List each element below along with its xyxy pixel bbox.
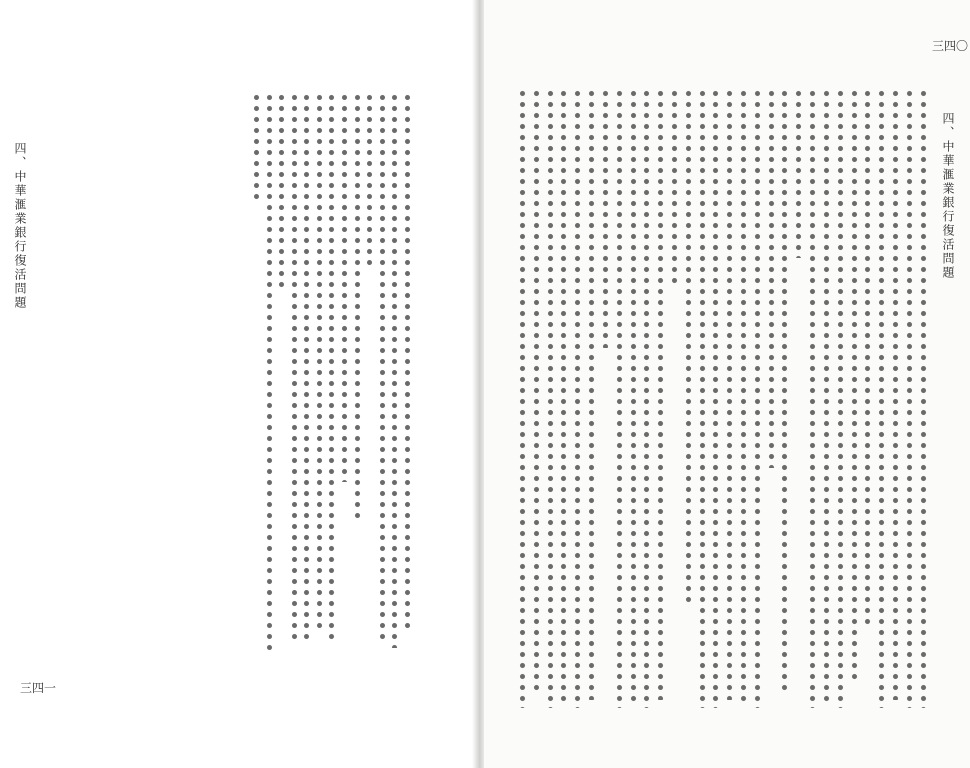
- text-column: [390, 92, 399, 648]
- text-column: [891, 88, 900, 700]
- page-number: 三四〇: [932, 39, 969, 53]
- text-column: [615, 88, 624, 708]
- text-column: [670, 88, 679, 288]
- text-column: [532, 88, 541, 692]
- text-column: [559, 88, 568, 706]
- text-column: [315, 92, 324, 632]
- text-column: [919, 88, 928, 708]
- text-column: [780, 88, 789, 692]
- text-column: [656, 88, 665, 700]
- text-column: [265, 92, 274, 652]
- text-column: [684, 88, 693, 608]
- text-column: [629, 88, 638, 704]
- text-column: [850, 88, 859, 684]
- text-column: [252, 92, 261, 202]
- running-head: 四、中華滙業銀行復活問題: [13, 142, 27, 310]
- page-340: [484, 0, 970, 768]
- text-column: [518, 88, 527, 708]
- text-column: [739, 88, 748, 706]
- text-column: [822, 88, 831, 704]
- text-column: [753, 88, 762, 708]
- text-column: [587, 88, 596, 700]
- text-column: [725, 88, 734, 700]
- text-column: [302, 92, 311, 644]
- text-column: [277, 92, 286, 292]
- text-column: [863, 88, 872, 628]
- text-columns: [252, 92, 412, 652]
- text-column: [794, 88, 803, 258]
- text-column: [365, 92, 374, 268]
- page-number: 三四一: [20, 681, 57, 695]
- page-341: [0, 0, 478, 768]
- text-column: [573, 88, 582, 708]
- text-column: [353, 92, 362, 522]
- text-column: [340, 92, 349, 482]
- text-column: [290, 92, 299, 640]
- text-column: [808, 88, 817, 708]
- text-column: [403, 92, 412, 632]
- text-column: [877, 88, 886, 708]
- text-column: [905, 88, 914, 708]
- text-columns: [518, 88, 928, 728]
- text-column: [327, 92, 336, 640]
- text-column: [642, 88, 651, 708]
- text-column: [711, 88, 720, 708]
- text-column: [698, 88, 707, 708]
- text-column: [767, 88, 776, 468]
- text-column: [546, 88, 555, 708]
- text-column: [378, 92, 387, 640]
- text-column: [836, 88, 845, 708]
- text-column: [601, 88, 610, 348]
- running-head: 四、中華滙業銀行復活問題: [941, 112, 955, 280]
